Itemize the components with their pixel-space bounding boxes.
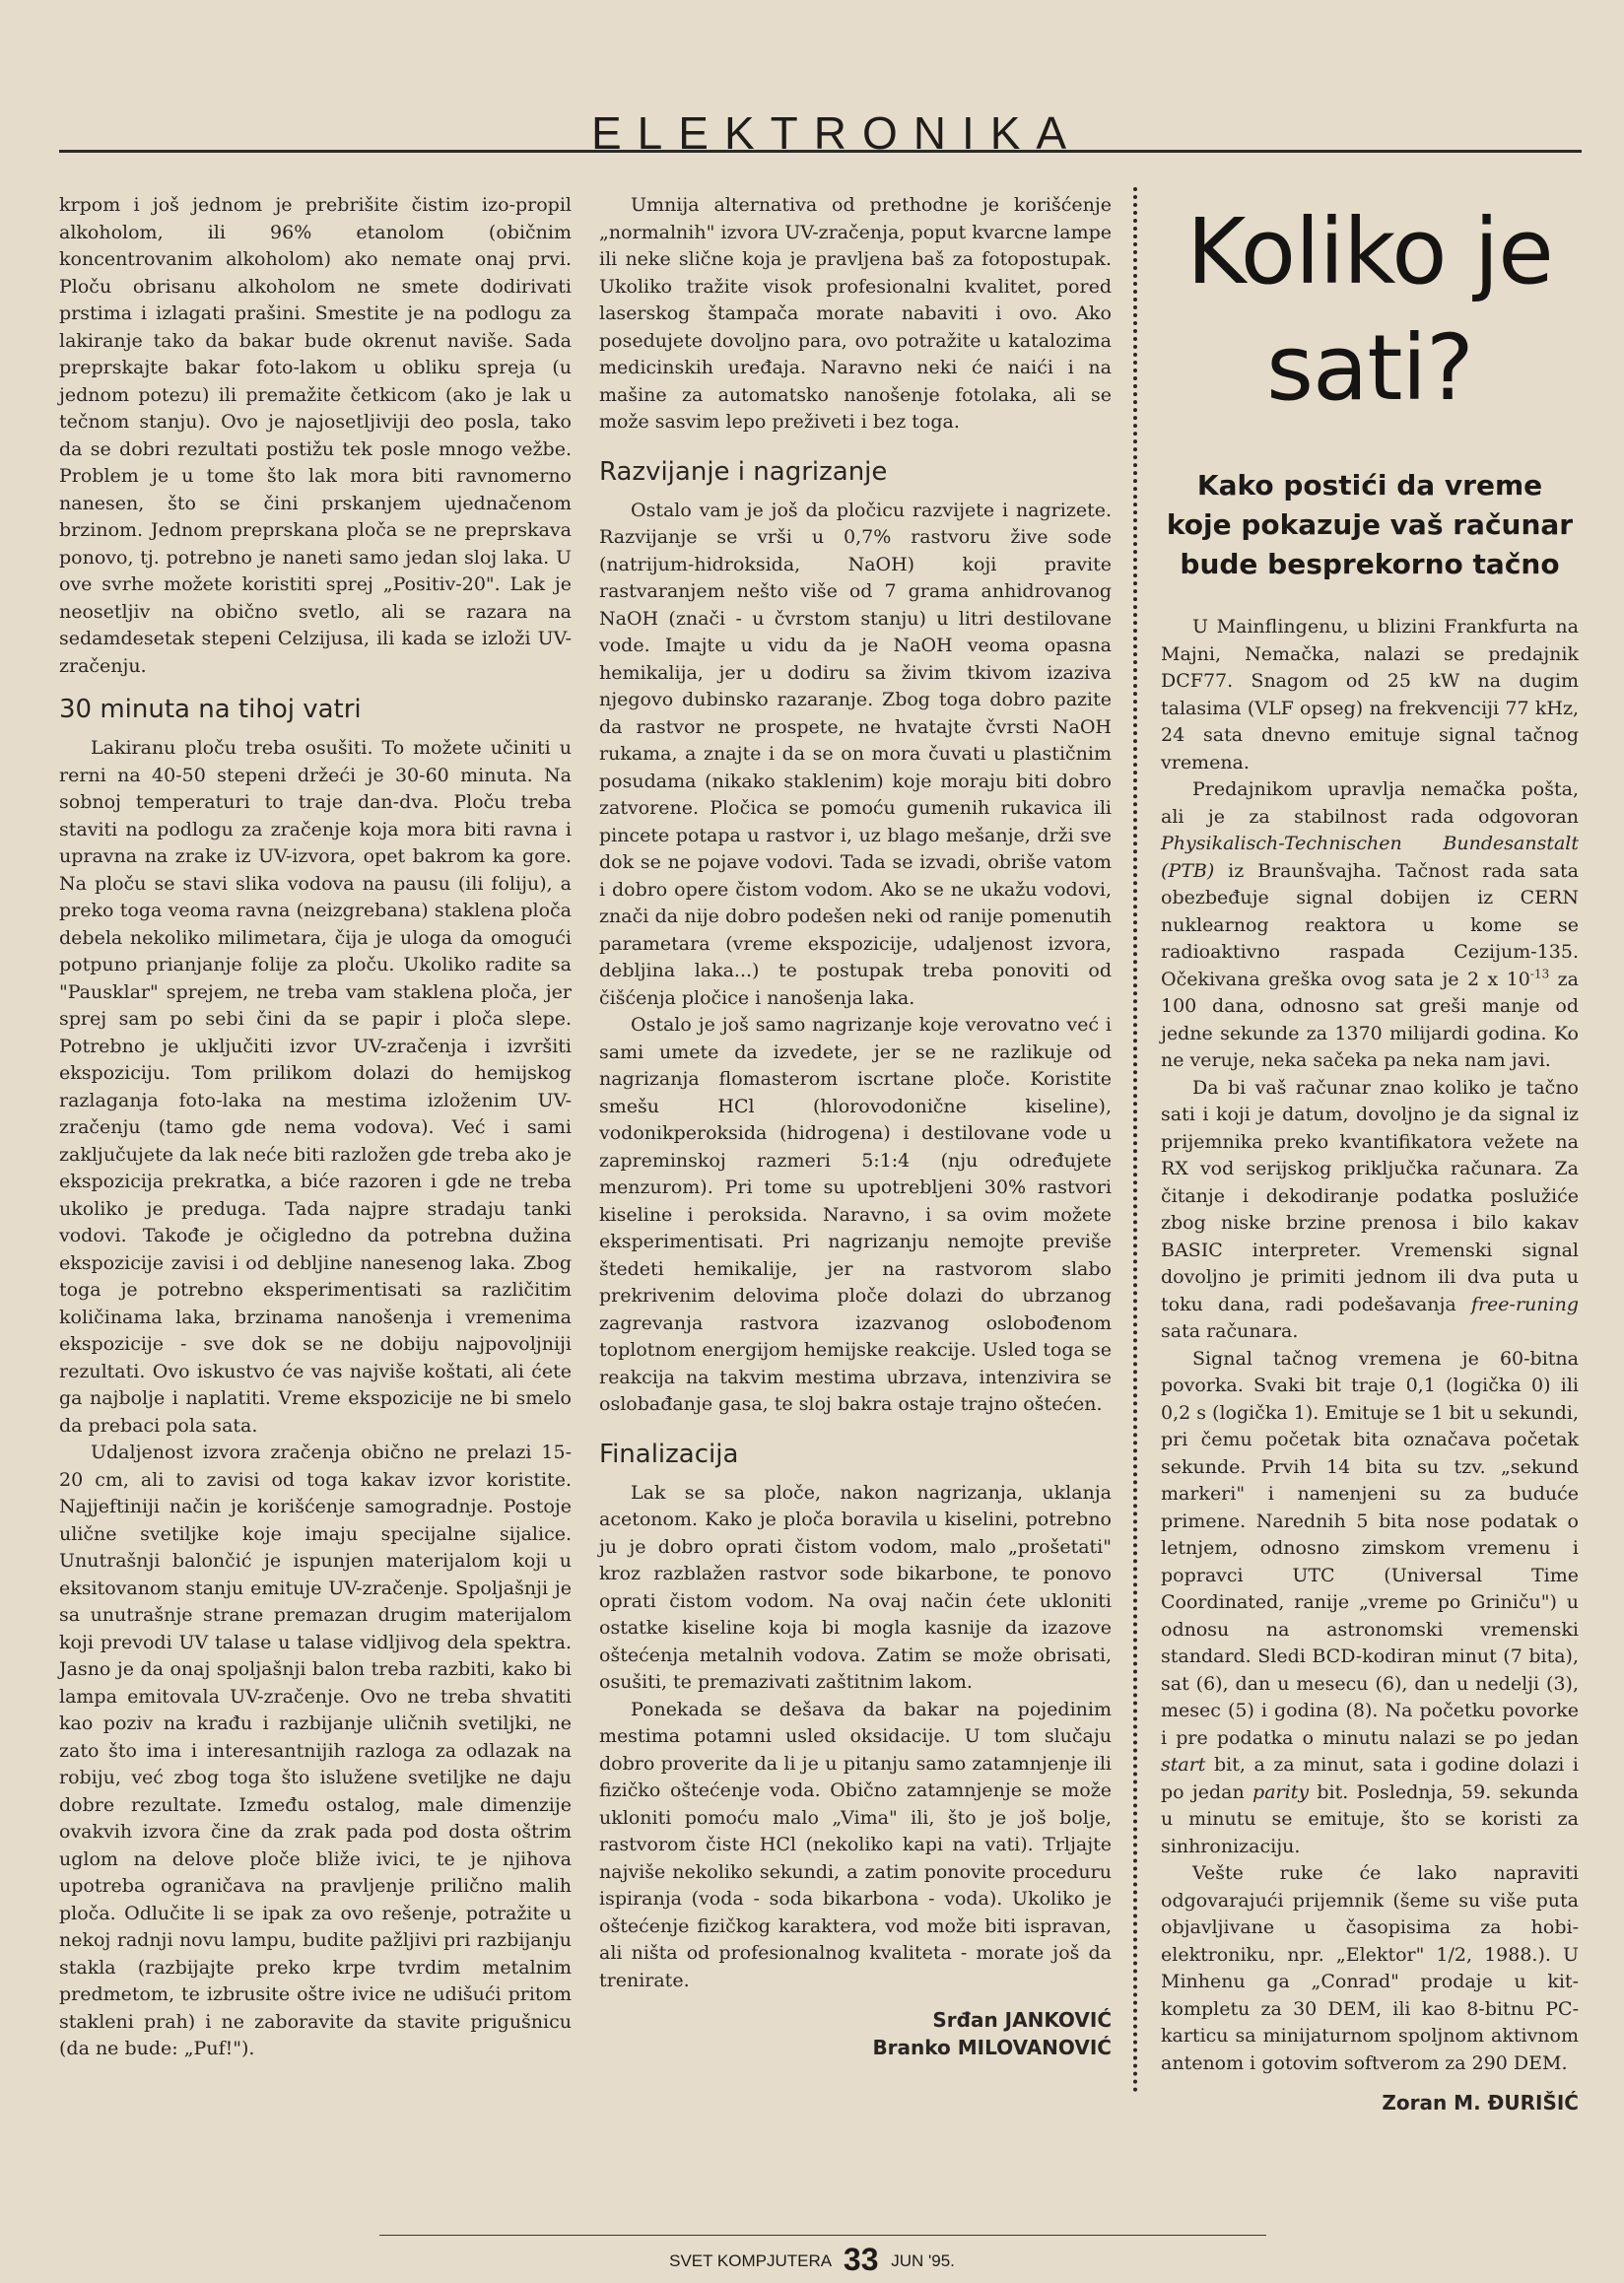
author-name: Srđan JANKOVIĆ <box>932 2008 1112 2032</box>
paragraph: Ostalo vam je još da pločicu razvijete i nagrizete. Razvijanje se vrši u 0,7% rastvoru žive sode (natrijum-hidroksida, NaOH) koji pravite rastvaranjem nešto više od 7 grama anhidrovanog NaOH (znači - u čvrstom stanju) u litri destilovane vode. Imajte u vidu da je NaOH veoma opasna hemikalija, jer u dodiru sa živim tkivom izaziva njegovo dubinsko razaranje. Zbog toga dobro pazite da rastvor ne prospete, ne hvatajte čvrsti NaOH rukama, a znajte i da se on mora čuvati u plastičnim posudama (nikako staklenim) koje moraju biti dobro zatvorene. Pločica se pomoću gumenih rukavica ili pincete potapa u rastvor i, uz blago mešanje, drži sve dok se ne pojave vodovi. Tada se izvadi, obriše vatom i dobro opere čistom vodom. Ako se ne ukažu vodovi, znači da nije dobro podešen neki od ranije pomenutih parametara (vreme ekspozicije, udaljenost izvora, debljina laka...) te postupak treba ponoviti od čišćenja pločice i nanošenja laka. <box>599 499 1112 1009</box>
paragraph: Lakiranu ploču treba osušiti. To možete učiniti u rerni na 40-50 stepeni držeći je 30-60 minuta. Na sobnoj temperaturi to traje dan-dva. Ploču treba staviti na podlogu za zračenje koja mora biti ravna i upravna na zrake iz UV-izvora, opet bakrom ka gore. Na ploču se stavi slika vodova na pausu (ili foliju), a preko toga veoma ravna (neizgrebana) staklena ploča debela nekoliko milimetara, čija je uloga da omogući potpuno prianjanje folije za ploču. Ukoliko radite sa "Pausklar" sprejem, ne treba vam staklena ploča, jer sprej sam po sebi čini da se papir i ploča slepe. Potrebno je uključiti izvor UV-zračenja i izvršiti ekspoziciju. Tom prilikom dolazi do hemijskog razlaganja foto-laka na mestima izloženim UV-zračenju (tamo gde nema vodova). Već i sami zaključujete da lak neće biti razložen gde treba ako je ekspozicija prekratka, a biće razoren i gde ne treba ukoliko je preduga. Tada najpre stradaju tanki vodovi. Takođe je očigledno da potrebna dužina ekspozicije zavisi i od debljine nanesenog laka. Zbog toga je potrebno eksperimentisati sa različitim količinama laka, brzinama nanošenja i vremenima ekspozicije - sve dok se ne dobiju najpovoljniji rezultati. Ovo iskustvo će vas najviše koštati, ali ćete ga najbolje i naplatiti. Vreme ekspozicije ne bi smelo da prebaci pola sata. <box>59 737 572 1437</box>
magazine-name: SVET KOMPJUTERA <box>669 2251 832 2270</box>
author-name: Branko MILOVANOVIĆ <box>872 2036 1112 2059</box>
paragraph: Umnija alternativa od prethodne je korišćenje „normalnih" izvora UV-zračenja, poput kvarcne lampe ili neke slične koja je pravljena baš za fotopostupak. Ukoliko tražite visok profesionalni kvalitet, pored laserskog štampača morate nabaviti i ovo. Ako posedujete dovoljno para, ovo potražite u katalozima medicinskih uređaja. Naravno neki će naići i na mašine za automatsko nanošenje fotolaka, ali se može sasvim lepo preživeti i bez toga. <box>599 194 1112 433</box>
page-footer <box>0 2242 1624 2278</box>
paragraph: U Mainflingenu, u blizini Frankfurta na Majni, Nemačka, nalazi se predajnik DCF77. Snagom od 25 kW na dugim talasima (VLF opseg) na frekvenciji 77 kHz, 24 sata dnevno emituje signal tačnog vremena. <box>1161 616 1579 773</box>
sidebar-deck: Kako postići da vreme koje pokazuje vaš računar bude besprekorno tačno <box>1166 469 1574 580</box>
paragraph: Ostalo je još samo nagrizanje koje verovatno već i sami umete da izvedete, jer se ne razlikuje od nagrizanja flomasterom iscrtane ploče. Koristite smešu HCl (hlorovodonične kiseline), vodonikperoksida (hidrogena) i destilovane vode u zapreminskoj razmeri 5:1:4 (nju određujete menzurom). Pri tome su upotrebljeni 30% rastvori kiseline i peroksida. Naravno, i sa ovim možete eksperimentisati. Pri nagrizanju nemojte previše štedeti hemikalije, jer na rastvorom slabo prekrivenim delovima ploče dolazi do ubrzanog zagrevanja rastvora izazvanog oslobođenom toplotnom energijom hemijske reakcije. Usled toga se reakcija na takvim mestima ubrzava, intenzivira se oslobađanje gasa, te sloj bakra ostaje trajno oštećen. <box>599 1014 1112 1415</box>
section-title: ELEKTRONIKA <box>591 107 1083 159</box>
paragraph: Predajnikom upravlja nemačka pošta, ali je za stabilnost rada odgovoran Physikalisch-Technischen Bundesanstalt (PTB) iz Braunšvajha. Tačnost rada sata obezbeđuje signal dobijen iz CERN nuklearnog reaktora u kome se radioaktivno raspada Cezijum-135. Očekivana greška ovog sata je 2 x $10^{-13}$ za 100 dana, odnosno sat greši manje od jedne sekunde za 1370 milijardi godina. Ko ne veruje, neka sačeka pa neka nam javi. <box>1161 778 1579 1071</box>
sidebar-title: Koliko je sati? <box>1186 199 1553 421</box>
paragraph: Lak se sa ploče, nakon nagrizanja, uklanja acetonom. Kako je ploča boravila u kiselini, potrebno ju je dobro oprati čistom vodom, malo „prošetati" kroz razblažen rastvor sode bikarbone, te ponovo oprati čistom vodom. Na ovaj način ćete ukloniti ostatke kiseline koja bi mogla kasnije da izazove oštećenja metalnih vodova. Zatim se može obrisati, osušiti, te premazivati zaštitnim lakom. <box>599 1481 1112 1693</box>
header-rule <box>59 150 1582 153</box>
column-divider <box>1133 187 1137 2094</box>
paragraph: Vešte ruke će lako napraviti odgovarajući prijemnik (šeme su više puta objavljivane u časopisima za hobi-elektroniku, npr. „Elektor" 1/2, 1988.). U Minhenu ga „Conrad" prodaje u kit-kompletu za 30 DEM, ili kao 8-bitnu PC-karticu sa minijaturnom spoljnom aktivnom antenom i gotovim softverom za 290 DEM. <box>1161 1862 1579 2074</box>
paragraph: Signal tačnog vremena je 60-bitna povorka. Svaki bit traje 0,1 (logička 0) ili 0,2 s (logička 1). Emituje se 1 bit u sekundi, pri čemu početak bita označava početak sekunde. Prvih 14 bita su tzv. „sekund markeri" i namenjeni su za buduće primene. Narednih 5 bita nose podatak o letnjem, odnosno zimskom vremenu i popravci UTC (Universal Time Coordinated, ranije „vreme po Griniču") u odnosu na astronomski vremenski standard. Sledi BCD-kodiran minut (7 bita), sat (6), dan u mesecu (6), dan u nedelji (3), mesec (5) i godina (8). Na početku povorke i pre podatka o minutu nalazi se po jedan start bit, a za minut, sata i godine dolazi i po jedan parity bit. Poslednja, 59. sekunda u minutu se emituje, što se koristi za sinhronizaciju. <box>1161 1347 1579 1857</box>
article-column-1 <box>59 192 572 2063</box>
article-column-2 <box>599 192 1112 2061</box>
paragraph: Ponekada se dešava da bakar na pojedinim mestima potamni usled oksidacije. U tom slučaju dobro proverite da li je u pitanju samo zatamnjenje ili fizičko oštećenje voda. Obično zatamnjenje se može ukloniti pomoću malo „Vima" ili, što je još bolje, rastvorom čiste HCl (nekoliko kapi na vati). Trljajte najviše nekoliko sekundi, a zatim ponovite proceduru ispiranja (voda - soda bikarbona - voda). Ukoliko je oštećenje fizičkog karaktera, vod može biti ispravan, ali ništa od profesionalnog kvaliteta - morate još da trenirate. <box>599 1698 1112 1991</box>
subheading: Finalizacija <box>599 1439 739 1469</box>
subheading: 30 minuta na tihoj vatri <box>59 695 362 724</box>
footer-rule <box>379 2235 1266 2236</box>
paragraph: Udaljenost izvora zračenja obično ne prelazi 15-20 cm, ali to zavisi od toga kakav izvor koristite. Najjeftiniji način je korišćenje samogradnje. Postoje ulične svetiljke koje imaju specijalne sijalice. Unutrašnji balončić je ispunjen materijalom koji u eksitovanom stanju emituje UV-zračenje. Spoljašnji je sa unutrašnje strane premazan drugim materijalom koji prevodi UV talase u talase vidljivog dela spektra. Jasno je da onaj spoljašnji balon treba razbiti, kako bi lampa emitovala UV-zračenje. Ovo ne treba shvatiti kao poziv na krađu i razbijanje uličnih svetiljki, ne zato što ima i interesantnijih razloga za odlazak na robiju, već zbog toga što islužene svetiljke ne daju dobre rezultate. Između ostalog, male dimenzije ovakvih izvora čine da zrak pada pod dosta oštrim uglom na delove ploče bliže ivici, te je njihova upotreba ograničava na pravljenje prilično malih ploča. Odlučite li se ipak za ovo rešenje, potražite u nekoj radnji novu lampu, budite pažljivi pri razbijanju stakla (razbijajte preko krpe tvrdim metalnim predmetom, te izbrusite oštre ivice ne udišući pritom stakleni prah) i ne zaboravite da stavite prigušnicu (da ne bude: „Puf!"). <box>59 1442 572 2059</box>
paragraph: krpom i još jednom je prebrišite čistim izo-propil alkoholom, ili 96% etanolom (običnim koncentrovanim alkoholom) ako nemate onaj prvi. Ploču obrisanu alkoholom ne smete dodirivati prstima i izlagati prašini. Smestite je na podlogu za lakiranje tako da bakar bude okrenut naviše. Sada preprskajte bakar foto-lakom u obliku spreja (u jednom potezu) ili premažite četkicom (ako je lak u tečnom stanju). Ovo je najosetljiviji deo posla, tako da se dobri rezultati postižu tek posle mnogo vežbe. Problem je u tome što lak mora biti ravnomerno nanesen, što se čini prskanjem ujednačenom brzinom. Jednom preprskana ploča se ne preprskava ponovo, tj. potrebno je naneti samo jedan sloj laka. U ove svrhe možete koristiti sprej „Positiv-20". Lak je neosetljiv na obično svetlo, ali se razara na sedamdesetak stepeni Celzijusa, ili kada se izloži UV-zračenju. <box>59 194 572 677</box>
subheading: Razvijanje i nagrizanje <box>599 456 888 487</box>
byline <box>599 2006 1112 2061</box>
paragraph: Da bi vaš računar znao koliko je tačno sati i koji je datum, dovoljno je da signal iz prijemnika preko kvantifikatora vežete na RX vod serijskog priključka računara. Za čitanje i dekodiranje podatka poslužiće zbog niske brzine prenosa i bilo kakav BASIC interpreter. Vremenski signal dovoljno je primiti jednom ili dva puta u toku dana, radi podešavanja free-runing sata računara. <box>1161 1076 1579 1342</box>
page-number: 33 <box>843 2242 879 2277</box>
byline <box>1161 2089 1579 2116</box>
issue-date: JUN '95. <box>891 2251 955 2270</box>
author-name: Zoran M. ĐURIŠIĆ <box>1382 2091 1579 2115</box>
sidebar-article <box>1161 192 1579 2116</box>
